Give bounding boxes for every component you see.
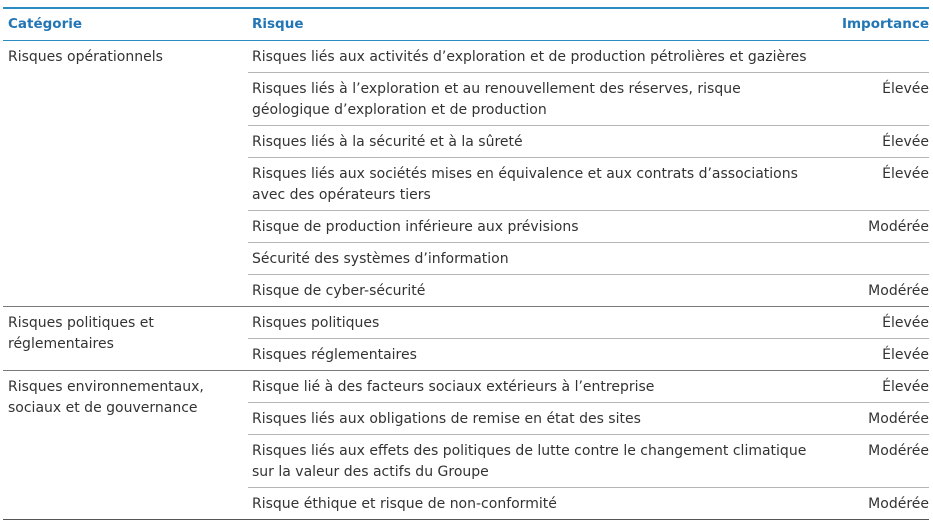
risk-cell: Risque de cyber-sécurité <box>252 283 426 299</box>
importance-cell: Modérée <box>868 443 929 459</box>
importance-cell: Élevée <box>882 379 929 395</box>
importance-cell: Modérée <box>868 496 929 512</box>
risk-cell: Risques liés aux effets des politiques de lutte contre le changement climatique sur la valeur des actifs du Groupe <box>252 443 807 480</box>
table-row <box>248 73 929 126</box>
risk-group-esg <box>3 371 929 520</box>
table-row <box>248 211 929 243</box>
risk-table <box>3 7 929 520</box>
risk-cell: Risque éthique et risque de non-conformité <box>252 496 557 512</box>
importance-cell: Élevée <box>882 81 929 97</box>
header-importance: Importance <box>841 16 929 32</box>
risk-group-operational <box>3 41 929 307</box>
importance-cell: Élevée <box>882 134 929 150</box>
risk-cell: Sécurité des systèmes d’information <box>252 251 509 267</box>
risk-cell: Risques politiques <box>252 315 380 331</box>
table-row <box>248 243 929 275</box>
importance-cell: Élevée <box>882 315 929 331</box>
category-label: Risques politiques et réglementaires <box>8 315 154 352</box>
table-row <box>248 371 929 403</box>
table-row <box>248 339 929 370</box>
table-row <box>248 488 929 519</box>
table-row <box>248 275 929 306</box>
risk-cell: Risques liés à l’exploration et au renouvellement des réserves, risque géologique d’exploration et de production <box>252 81 741 118</box>
risk-group-political <box>3 307 929 371</box>
header-category: Catégorie <box>8 16 83 32</box>
table-row <box>248 307 929 339</box>
importance-cell: Élevée <box>882 166 929 182</box>
importance-cell: Modérée <box>868 219 929 235</box>
table-row <box>248 403 929 435</box>
category-label: Risques environnementaux, sociaux et de gouvernance <box>8 379 204 416</box>
header-risk: Risque <box>252 16 304 32</box>
risk-cell: Risques réglementaires <box>252 347 417 363</box>
table-row <box>248 126 929 158</box>
table-header <box>3 7 929 41</box>
importance-cell: Modérée <box>868 283 929 299</box>
risk-cell: Risques liés aux activités d’exploration et de production pétrolières et gazières <box>252 49 807 65</box>
importance-cell: Élevée <box>882 347 929 363</box>
risk-cell: Risque de production inférieure aux prévisions <box>252 219 579 235</box>
table-row <box>248 41 929 73</box>
importance-cell: Modérée <box>868 411 929 427</box>
risk-cell: Risques liés aux sociétés mises en équivalence et aux contrats d’associations avec des opérateurs tiers <box>252 166 798 203</box>
table-row <box>248 158 929 211</box>
risk-cell: Risques liés aux obligations de remise en état des sites <box>252 411 641 427</box>
risk-cell: Risques liés à la sécurité et à la sûreté <box>252 134 523 150</box>
table-row <box>248 435 929 488</box>
risk-cell: Risque lié à des facteurs sociaux extérieurs à l’entreprise <box>252 379 655 395</box>
category-label: Risques opérationnels <box>8 49 163 65</box>
